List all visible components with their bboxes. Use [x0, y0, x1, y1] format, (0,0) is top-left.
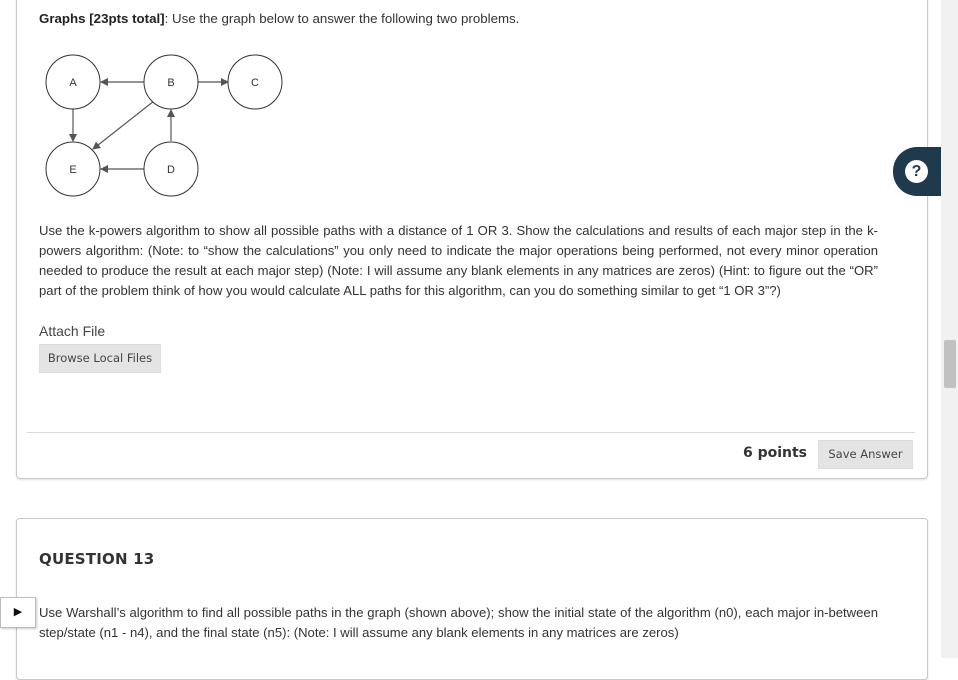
svg-text:A: A — [69, 77, 77, 89]
node-d — [144, 142, 198, 196]
browse-local-files-button[interactable]: Browse Local Files — [39, 344, 161, 373]
svg-text:E: E — [69, 164, 77, 176]
save-answer-button[interactable]: Save Answer — [818, 440, 913, 469]
help-button[interactable] — [893, 147, 942, 196]
svg-text:B: B — [167, 77, 175, 89]
question-13-card — [16, 518, 928, 680]
intro-heading: Graphs [23pts total] — [39, 11, 165, 26]
help-icon: ? — [905, 160, 928, 183]
node-a — [46, 55, 100, 109]
svg-text:C: C — [251, 77, 259, 89]
edge-b-e — [93, 101, 154, 149]
directed-graph — [40, 48, 290, 200]
graph-intro — [39, 11, 519, 26]
points-label: 6 points — [742, 445, 807, 461]
question-12-prompt: Use the k-powers algorithm to show all possible paths with a distance of 1 OR 3. Show the calculations and results of each major step in the k-powers algorithm: (Note: to “show the calculations” you only need to indicate the major operations being performed, not every minor operation needed to produce the result at each major step) (Note: I will assume any blank elements in any matrices are zeros) (Hint: to figure out the “OR” part of the problem think of how you would calculate ALL paths for this algorithm, can you do something similar to get “1 OR 3”?) — [39, 223, 878, 298]
svg-text:D: D — [167, 164, 175, 176]
question-13-title: QUESTION 13 — [39, 550, 155, 568]
question-13-prompt: Use Warshall’s algorithm to find all possible paths in the graph (shown above); show the initial state of the algorithm (n0), each major in-between step/state (n1 - n4), and the final state (n5): (Note: I will assume any blank elements in any matrices are zeros) — [39, 605, 878, 640]
expand-arrow-icon[interactable]: ▶ — [0, 597, 36, 628]
card-divider — [27, 432, 915, 433]
intro-text: : Use the graph below to answer the following two problems. — [164, 11, 520, 26]
scrollbar-track[interactable] — [941, 0, 958, 658]
node-b — [144, 55, 198, 109]
node-c — [228, 55, 282, 109]
scrollbar-thumb[interactable] — [944, 340, 956, 388]
attach-file-label: Attach File — [39, 323, 106, 339]
node-e — [46, 142, 100, 196]
